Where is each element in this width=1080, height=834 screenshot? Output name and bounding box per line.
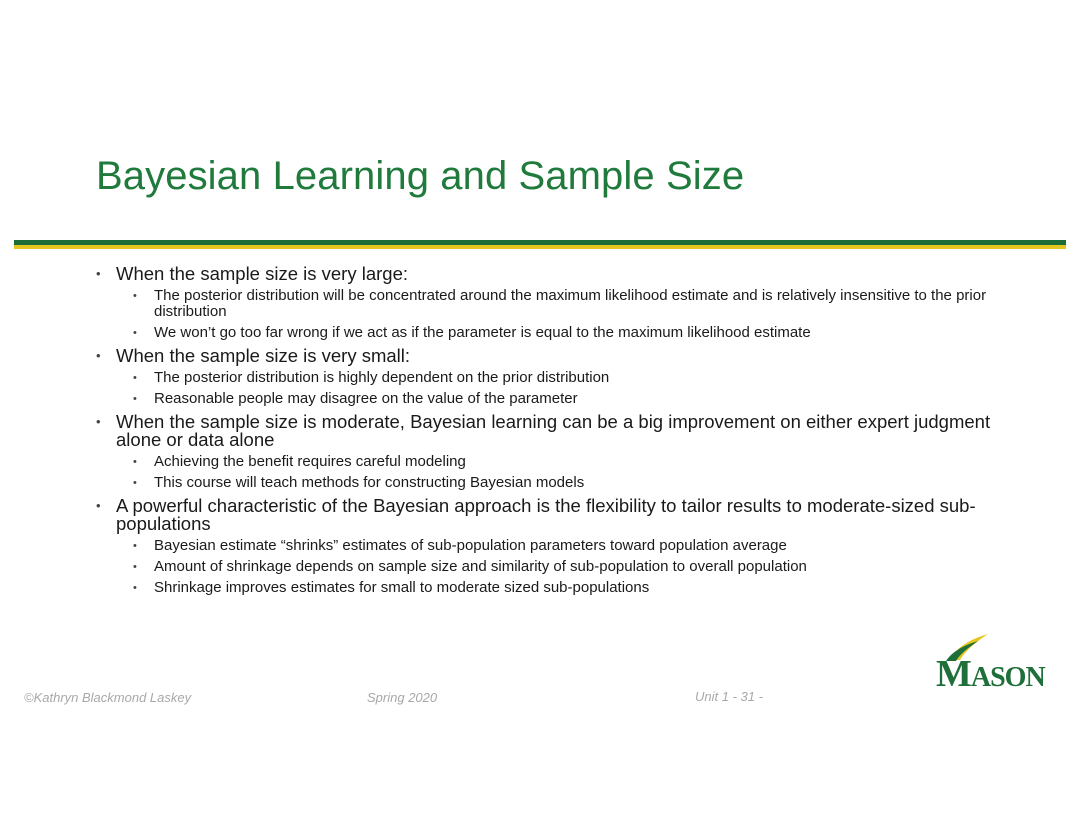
sub-bullet-item <box>92 475 992 491</box>
sub-bullet-item <box>92 538 992 554</box>
sub-bullet-item <box>92 391 992 407</box>
bullet-dot-icon: • <box>133 561 137 573</box>
sub-bullet-list <box>92 370 992 407</box>
slide-title: Bayesian Learning and Sample Size <box>96 154 745 198</box>
bullet-dot-icon: • <box>133 456 137 468</box>
bullet-dot-icon: • <box>133 393 137 405</box>
bullet-dot-icon: • <box>96 348 101 363</box>
bullet-dot-icon: • <box>133 290 137 302</box>
bullet-dot-icon: • <box>96 414 101 429</box>
bullet-dot-icon: • <box>133 327 137 339</box>
bullet-dot-icon: • <box>133 540 137 552</box>
bullet-item <box>92 413 992 449</box>
sub-bullet-text: This course will teach methods for constructing Bayesian models <box>154 474 585 491</box>
bullet-text: When the sample size is very small: <box>116 345 411 366</box>
sub-bullet-item <box>92 559 992 575</box>
sub-bullet-text: Bayesian estimate “shrinks” estimates of sub-population parameters toward population average <box>154 537 787 554</box>
sub-bullet-list <box>92 288 992 341</box>
bullet-item <box>92 347 992 365</box>
bullet-text: When the sample size is moderate, Bayesian learning can be a big improvement on either expert judgment alone or data alone <box>116 411 991 450</box>
footer-author: ©Kathryn Blackmond Laskey <box>24 690 192 705</box>
footer-term: Spring 2020 <box>367 690 438 705</box>
sub-bullet-text: The posterior distribution is highly dependent on the prior distribution <box>154 369 610 386</box>
bullet-dot-icon: • <box>133 372 137 384</box>
bullet-list <box>92 265 992 602</box>
sub-bullet-text: We won’t go too far wrong if we act as if the parameter is equal to the maximum likelihood estimate <box>154 324 811 341</box>
logo-wordmark <box>936 652 1045 696</box>
sub-bullet-text: Amount of shrinkage depends on sample size and similarity of sub-population to overall population <box>154 558 807 575</box>
sub-bullet-text: Reasonable people may disagree on the value of the parameter <box>154 390 578 407</box>
title-rule-gold <box>14 245 1066 249</box>
sub-bullet-item <box>92 370 992 386</box>
bullet-text: When the sample size is very large: <box>116 263 409 284</box>
sub-bullet-text: Achieving the benefit requires careful modeling <box>154 453 466 470</box>
sub-bullet-item <box>92 454 992 470</box>
sub-bullet-list <box>92 538 992 596</box>
sub-bullet-text: The posterior distribution will be concentrated around the maximum likelihood estimate and is relatively insensitive to the prior distribution <box>154 287 987 320</box>
logo-letter-m: M <box>936 653 971 695</box>
bullet-dot-icon: • <box>133 477 137 489</box>
logo-letters-ason: ASON <box>970 662 1045 693</box>
bullet-dot-icon: • <box>133 582 137 594</box>
bullet-text: A powerful characteristic of the Bayesian approach is the flexibility to tailor results to moderate-sized sub-populations <box>116 495 976 534</box>
sub-bullet-item <box>92 580 992 596</box>
bullet-item <box>92 265 992 283</box>
sub-bullet-list <box>92 454 992 491</box>
sub-bullet-item <box>92 288 992 320</box>
sub-bullet-item <box>92 325 992 341</box>
mason-logo <box>936 632 1050 694</box>
sub-bullet-text: Shrinkage improves estimates for small to moderate sized sub-populations <box>154 579 650 596</box>
footer-page-number: Unit 1 - 31 - <box>695 689 763 704</box>
bullet-dot-icon: • <box>96 266 101 281</box>
bullet-dot-icon: • <box>96 498 101 513</box>
bullet-item <box>92 497 992 533</box>
